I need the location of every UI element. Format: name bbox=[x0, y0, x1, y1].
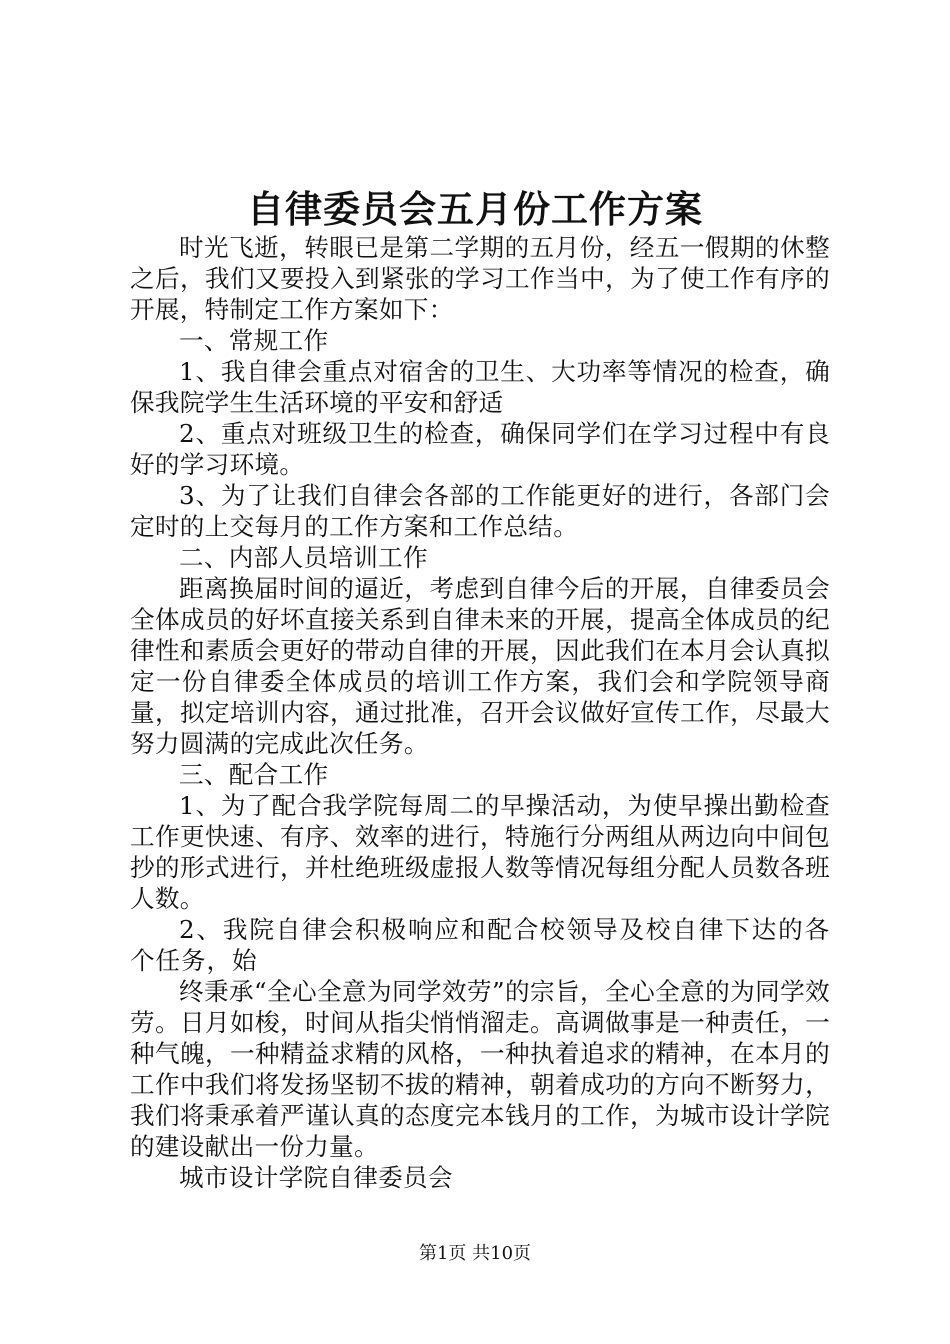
cooperation-item-1: 1、为了配合我学院每周二的早操活动，为使早操出勤检查工作更快速、有序、效率的进行，特施行分两组从两边向中间包抄的形式进行，并杜绝班级虚报人数等情况每组分配人员数各班人数。 bbox=[130, 791, 830, 913]
section-heading-training: 二、内部人员培训工作 bbox=[179, 543, 428, 572]
routine-item-3: 3、为了让我们自律会各部的工作能更好的进行，各部门会定时的上交每月的工作方案和工作总结。 bbox=[130, 481, 830, 541]
section-heading-cooperation: 三、配合工作 bbox=[179, 760, 329, 789]
routine-item-1: 1、我自律会重点对宿舍的卫生、大功率等情况的检查，确保我院学生生活环境的平安和舒适 bbox=[130, 357, 830, 417]
training-paragraph: 距离换届时间的逼近，考虑到自律今后的开展，自律委员会全体成员的好坏直接关系到自律未来的开展，提高全体成员的纪律性和素质会更好的带动自律的开展，因此我们在本月会认真拟定一份自律委全体成员的培训工作方案，我们会和学院领导商量，拟定培训内容，通过批准，召开会议做好宣传工作，尽最大努力圆满的完成此次任务。 bbox=[130, 574, 830, 758]
signature-line: 城市设计学院自律委员会 bbox=[179, 1163, 453, 1192]
routine-item-2: 2、重点对班级卫生的检查，确保同学们在学习过程中有良好的学习环境。 bbox=[130, 419, 830, 479]
section-heading-routine-work: 一、常规工作 bbox=[179, 326, 329, 355]
document-title: 自律委员会五月份工作方案 bbox=[247, 187, 703, 231]
closing-paragraph: 终秉承“全心全意为同学效劳”的宗旨，全心全意的为同学效劳。日月如梭，时间从指尖悄悄溜走。高调做事是一种责任，一种气魄，一种精益求精的风格，一种执着追求的精神，在本月的工作中我们将发扬坚韧不拔的精神，朝着成功的方向不断努力，我们将秉承着严谨认真的态度完本钱月的工作，为城市设计学院的建设献出一份力量。 bbox=[130, 977, 830, 1161]
document-body bbox=[130, 232, 830, 1193]
page-number-footer: 第1页 共10页 bbox=[418, 1243, 532, 1264]
cooperation-item-2: 2、我院自律会积极响应和配合校领导及校自律下达的各个任务，始 bbox=[130, 915, 830, 975]
intro-paragraph: 时光飞逝，转眼已是第二学期的五月份，经五一假期的休整之后，我们又要投入到紧张的学习工作当中，为了使工作有序的开展，特制定工作方案如下： bbox=[130, 233, 830, 324]
